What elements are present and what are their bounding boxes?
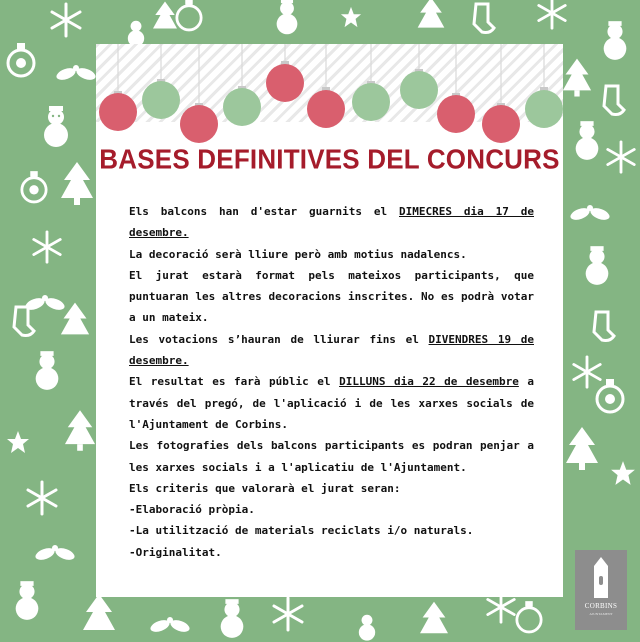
holly-icon [150,612,190,640]
bauble-icon [525,87,563,128]
bauble-icon [6,42,36,78]
christmas-tree-icon [82,592,116,640]
bauble-icon [142,79,180,119]
holly-icon [35,540,75,568]
criteria-item: -La utilització de materials reciclats i/o naturals. [129,524,474,538]
christmas-tree-icon [60,160,94,208]
snowman-icon [598,20,632,62]
bauble-icon [595,378,625,414]
star-icon [340,6,362,28]
star-icon [6,430,30,454]
corbins-logo [575,550,627,630]
bauble-icon [352,81,390,121]
star-icon [610,460,636,486]
bauble-icon [400,69,438,109]
rule-paragraph: Els criteris que valorarà el jurat seran: [129,481,401,495]
snowman-icon [570,120,604,162]
rule-paragraph: El jurat estarà format pels mateixos participants, que puntuaran les altres decoracions inscrites. No es podrà votar a un mateix. [129,268,534,325]
stocking-icon [470,2,496,36]
christmas-tree-icon [64,408,96,454]
snowflake-icon [270,596,306,632]
rule-paragraph: Els balcons han d'estar guarnits el DIMECRES dia 17 de desembre. [129,205,534,240]
bauble-icon [482,103,520,143]
contest-rules [129,201,534,563]
christmas-tree-icon [418,600,450,642]
snowflake-icon [30,230,64,264]
holly-icon [56,60,96,88]
snowman-icon [270,0,304,36]
christmas-tree-icon [565,425,599,473]
bauble-icon [307,87,345,128]
snowflake-icon [24,480,60,516]
christmas-tree-icon [415,0,447,36]
logo-subtitle: AJUNTAMENT [589,612,613,616]
bauble-icon [266,61,304,102]
criteria-item: -Originalitat. [129,545,222,559]
snowman-icon [352,612,382,642]
page-title: BASES DEFINITIVES DEL CONCURS [99,143,560,175]
rule-paragraph: El resultat es farà públic el DILLUNS dia 22 de desembre a través del pregó, de l'aplicació i de les xarxes socials de l'Ajuntament de Corbins. [129,375,535,431]
bauble-icon [223,86,261,126]
snowman-icon [10,580,44,622]
logo-name: CORBINS [584,602,618,610]
christmas-tree-icon [562,55,592,101]
snowflake-icon [535,0,569,30]
criteria-item: -Elaboració pròpia. [129,503,255,517]
holly-icon [570,200,610,228]
snowman-icon [30,350,64,392]
rule-paragraph: Les votacions s’hauran de lliurar fins el DIVENDRES 19 de desembre. [129,332,534,368]
rule-paragraph: Les fotografies dels balcons participants es podran penjar a les xarxes socials i a l'aplicatiu de l'Ajuntament. [129,439,534,474]
snowman-icon [580,245,614,287]
holly-icon [25,290,65,318]
bauble-icon [515,600,543,634]
bauble-icon [175,0,203,32]
snowman-icon [38,105,74,149]
snowman-icon [215,598,249,640]
bauble-icon [180,103,218,143]
bauble-icon [437,93,475,133]
bauble-icon [99,91,137,131]
bauble-icon [20,170,48,204]
announcement-card [96,44,563,597]
tower-icon [591,556,611,600]
rule-paragraph: La decoració serà lliure però amb motius nadalencs. [129,247,467,261]
stocking-icon [590,310,616,344]
snowflake-icon [604,140,638,174]
snowflake-icon [48,2,84,38]
stocking-icon [600,84,626,118]
